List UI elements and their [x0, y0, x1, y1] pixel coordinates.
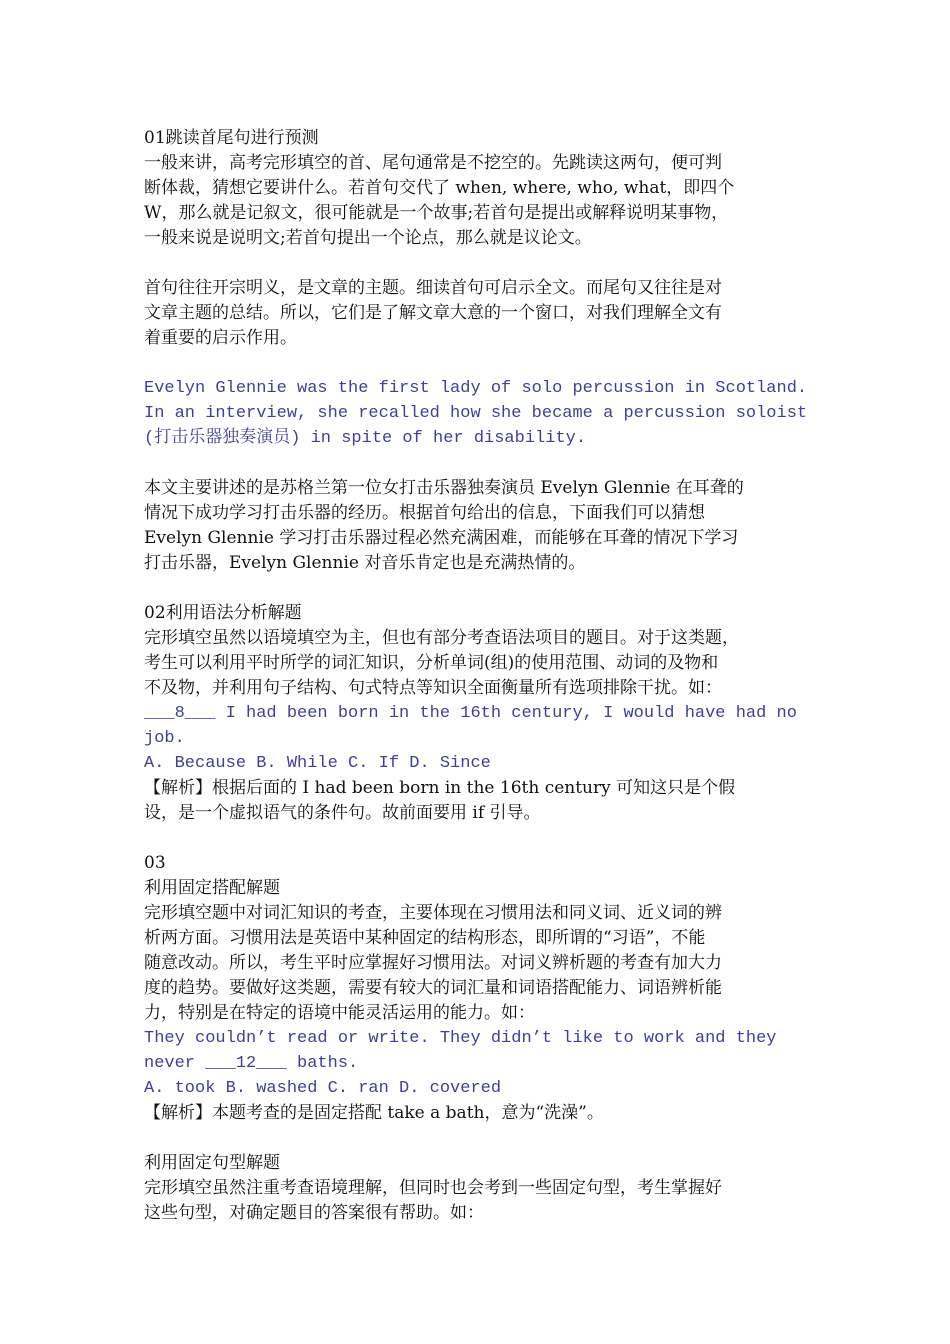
s1-p3-line-4: 打击乐器，Evelyn Glennie 对音乐肯定也是充满热情的。: [144, 553, 586, 573]
s4-p1-line-1: 完形填空虽然注重考查语境理解，但同时也会考到一些固定句型，考生掌握好: [144, 1178, 722, 1198]
section-4-heading: 利用固定句型解题: [144, 1153, 280, 1173]
spacer: [144, 351, 810, 376]
section-2-heading: 02利用语法分析解题: [144, 603, 302, 623]
s1-example-line-3: (打击乐器独奏演员) in spite of her disability.: [144, 429, 587, 448]
s1-p2-line-1: 首句往往开宗明义，是文章的主题。细读首句可启示全文。而尾句又往往是对: [144, 278, 722, 298]
s2-example-line-1: ___8___ I had been born in the 16th century, I would have had no: [144, 704, 797, 723]
s3-example-line-2: never ___12___ baths.: [144, 1054, 359, 1073]
s1-example-line-1: Evelyn Glennie was the first lady of solo percussion in Scotland.: [144, 379, 808, 398]
section-3-number: 03: [144, 853, 166, 873]
s2-answer-line-2: 设，是一个虚拟语气的条件句。故前面要用 if 引导。: [144, 803, 541, 823]
s1-p3-line-2: 情况下成功学习打击乐器的经历。根据首句给出的信息，下面我们可以猜想: [144, 503, 705, 523]
s2-example-line-2: job.: [144, 729, 185, 748]
s3-p1-line-2: 析两方面。习惯用法是英语中某种固定的结构形态，即所谓的“习语”，不能: [144, 928, 706, 948]
section-3-heading: 利用固定搭配解题: [144, 878, 280, 898]
s1-p1-line-4: 一般来说是说明文;若首句提出一个论点，那么就是议论文。: [144, 228, 592, 248]
s1-p2-line-3: 着重要的启示作用。: [144, 328, 297, 348]
spacer: [144, 1126, 810, 1151]
s1-example-line-2: In an interview, she recalled how she became a percussion soloist: [144, 404, 808, 423]
s3-p1-line-4: 度的趋势。要做好这类题，需要有较大的词汇量和词语搭配能力、词语辨析能: [144, 978, 722, 998]
section-1-heading: 01跳读首尾句进行预测: [144, 128, 319, 148]
s2-answer-line-1: 【解析】根据后面的 I had been born in the 16th century 可知这只是个假: [144, 778, 736, 798]
s1-p3-line-1: 本文主要讲述的是苏格兰第一位女打击乐器独奏演员 Evelyn Glennie 在耳聋的: [144, 478, 744, 498]
s3-p1-line-3: 随意改动。所以，考生平时应掌握好习惯用法。对词义辨析题的考查有加大力: [144, 953, 722, 973]
s1-p1-line-3: W，那么就是记叙文，很可能就是一个故事;若首句是提出或解释说明某事物，: [144, 203, 729, 223]
spacer: [144, 451, 810, 476]
s1-p1-line-1: 一般来讲，高考完形填空的首、尾句通常是不挖空的。先跳读这两句，便可判: [144, 153, 722, 173]
s1-p1-line-2: 断体裁，猜想它要讲什么。若首句交代了 when, where, who, what，即四个: [144, 178, 735, 198]
s3-p1-line-1: 完形填空题中对词汇知识的考查，主要体现在习惯用法和同义词、近义词的辨: [144, 903, 722, 923]
s3-example-line-1: They couldn’t read or write. They didn’t like to work and they: [144, 1029, 777, 1048]
s3-options: A. took B. washed C. ran D. covered: [144, 1079, 502, 1098]
spacer: [144, 826, 810, 851]
s1-p3-line-3: Evelyn Glennie 学习打击乐器过程必然充满困难，而能够在耳聋的情况下学习: [144, 528, 739, 548]
s1-p2-line-2: 文章主题的总结。所以，它们是了解文章大意的一个窗口，对我们理解全文有: [144, 303, 722, 323]
s3-p1-line-5: 力，特别是在特定的语境中能灵活运用的能力。如：: [144, 1003, 535, 1023]
s2-p1-line-2: 考生可以利用平时所学的词汇知识，分析单词(组)的使用范围、动词的及物和: [144, 653, 719, 673]
spacer: [144, 576, 810, 601]
s4-p1-line-2: 这些句型，对确定题目的答案很有帮助。如：: [144, 1203, 484, 1223]
s2-options: A. Because B. While C. If D. Since: [144, 754, 491, 773]
s2-p1-line-3: 不及物，并利用句子结构、句式特点等知识全面衡量所有选项排除干扰。如：: [144, 678, 722, 698]
spacer: [144, 251, 810, 276]
s3-answer: 【解析】本题考查的是固定搭配 take a bath，意为“洗澡”。: [144, 1103, 604, 1123]
s2-p1-line-1: 完形填空虽然以语境填空为主，但也有部分考查语法项目的题目。对于这类题，: [144, 628, 739, 648]
